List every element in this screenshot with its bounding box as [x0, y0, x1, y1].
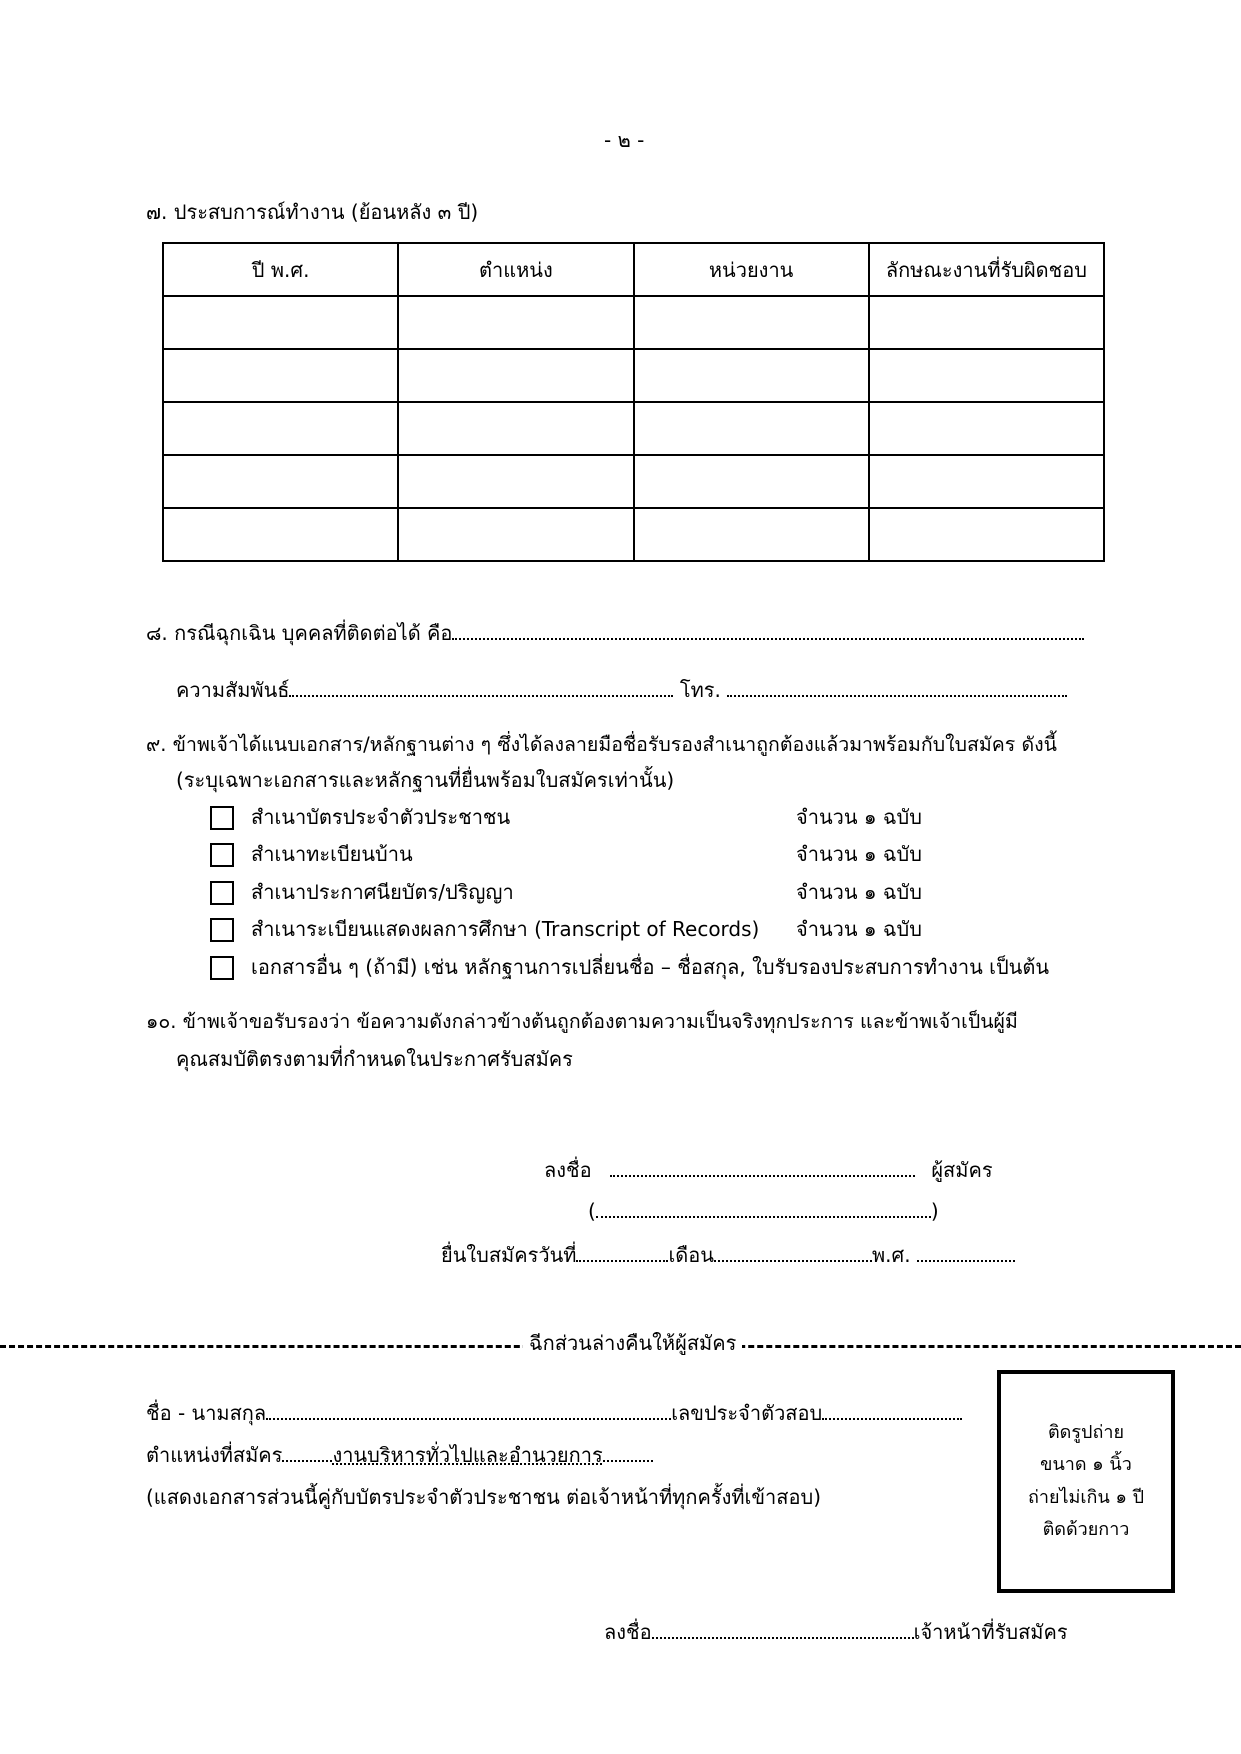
date-label: ยื่นใบสมัครวันที่ [441, 1243, 577, 1267]
table-cell[interactable] [634, 402, 869, 455]
relation-label: ความสัมพันธ์ [176, 678, 290, 702]
doc-label: เอกสารอื่น ๆ (ถ้ามี) เช่น หลักฐานการเปลี่ยนชื่อ – ชื่อสกุล, ใบรับรองประสบการทำงาน เป็นต้น [251, 955, 1050, 979]
table-cell[interactable] [634, 508, 869, 561]
table-cell[interactable] [869, 455, 1104, 508]
table-row [163, 455, 1104, 508]
table-cell[interactable] [163, 296, 398, 349]
doc-qty: จำนวน ๑ ฉบับ [796, 805, 922, 829]
table-cell[interactable] [398, 455, 633, 508]
table-cell[interactable] [398, 349, 633, 402]
tear-off-label: ฉีกส่วนล่างคืนให้ผู้สมัคร [523, 1331, 742, 1355]
position-field-tail [603, 1460, 653, 1462]
applicant-printed-name-field[interactable] [596, 1216, 931, 1218]
table-cell[interactable] [163, 402, 398, 455]
table-cell[interactable] [634, 349, 869, 402]
emergency-contact-field[interactable] [452, 638, 1084, 640]
checkbox-id-card[interactable] [210, 806, 234, 830]
table-cell[interactable] [634, 455, 869, 508]
applicant-name-row [588, 1199, 939, 1223]
doc-qty: จำนวน ๑ ฉบับ [796, 880, 922, 904]
table-cell[interactable] [869, 402, 1104, 455]
phone-field[interactable] [727, 695, 1067, 697]
photo-instruction: ถ่ายไม่เกิน ๑ ปี [1027, 1486, 1145, 1508]
doc-label: สำเนาประกาศนียบัตร/ปริญญา [251, 880, 514, 904]
column-header: ลักษณะงานที่รับผิดชอบ [869, 243, 1104, 296]
table-cell[interactable] [869, 508, 1104, 561]
month-label: เดือน [668, 1243, 714, 1267]
checkbox-certificate[interactable] [210, 881, 234, 905]
table-cell[interactable] [398, 296, 633, 349]
exam-id-label: เลขประจำตัวสอบ [671, 1401, 823, 1425]
close-paren: ) [930, 1199, 939, 1223]
doc-qty: จำนวน ๑ ฉบับ [796, 917, 922, 941]
checkbox-house-registration[interactable] [210, 843, 234, 867]
doc-label: สำเนาบัตรประจำตัวประชาชน [251, 805, 511, 829]
photo-instruction: ติดด้วยกาว [1042, 1518, 1130, 1540]
section9-line1: ๙. ข้าพเจ้าได้แนบเอกสาร/หลักฐานต่าง ๆ ซึ่งได้ลงลายมือชื่อรับรองสำเนาถูกต้องแล้วมาพร้อมกับใบสมัคร ดังนี้ [146, 733, 1057, 756]
table-header-row [163, 243, 1104, 296]
checkbox-transcript[interactable] [210, 918, 234, 942]
table-row [163, 296, 1104, 349]
table-cell[interactable] [163, 455, 398, 508]
photo-box[interactable] [997, 1370, 1175, 1593]
emergency-contact-label: ๘. กรณีฉุกเฉิน บุคคลที่ติดต่อได้ คือ [146, 621, 453, 645]
officer-signature-field[interactable] [652, 1637, 914, 1639]
table-cell[interactable] [869, 349, 1104, 402]
position-label: ตำแหน่งที่สมัคร [146, 1443, 283, 1467]
doc-qty: จำนวน ๑ ฉบับ [796, 842, 922, 866]
doc-label: สำเนาทะเบียนบ้าน [251, 842, 413, 866]
section8-line2 [176, 678, 1067, 702]
checkbox-other-documents[interactable] [210, 956, 234, 980]
section9-line2: (ระบุเฉพาะเอกสารและหลักฐานที่ยื่นพร้อมใบสมัครเท่านั้น) [176, 768, 675, 792]
table-row [163, 508, 1104, 561]
phone-label: โทร. [679, 678, 721, 702]
section8-line1 [146, 621, 1084, 645]
table-row [163, 349, 1104, 402]
table-cell[interactable] [634, 296, 869, 349]
exam-id-field[interactable] [822, 1418, 962, 1420]
stub-note: (แสดงเอกสารส่วนนี้คู่กับบัตรประจำตัวประชาชน ต่อเจ้าหน้าที่ทุกครั้งที่เข้าสอบ) [146, 1485, 821, 1509]
stub-name-row [146, 1401, 962, 1425]
applicant-label: ผู้สมัคร [931, 1158, 993, 1182]
sign-label: ลงชื่อ [544, 1158, 592, 1182]
officer-sign-row [604, 1620, 1068, 1644]
officer-sign-label: ลงชื่อ [604, 1620, 652, 1644]
column-header: หน่วยงาน [634, 243, 869, 296]
table-cell[interactable] [869, 296, 1104, 349]
applicant-signature-field[interactable] [610, 1175, 915, 1177]
position-value: งานบริหารทั่วไปและอำนวยการ [332, 1443, 603, 1467]
stub-position-row [146, 1443, 653, 1467]
photo-instruction: ติดรูปถ่าย [1047, 1421, 1125, 1443]
section10-line2: คุณสมบัติตรงตามที่กำหนดในประกาศรับสมัคร [176, 1047, 573, 1071]
table-cell[interactable] [163, 349, 398, 402]
year-field[interactable] [917, 1260, 1015, 1262]
work-experience-table [162, 242, 1105, 562]
name-label: ชื่อ - นามสกุล [146, 1401, 267, 1425]
section10-line1: ๑๐. ข้าพเจ้าขอรับรองว่า ข้อความดังกล่าวข้างต้นถูกต้องตามความเป็นจริงทุกประการ และข้าพเจ้าเป็นผู้มี [146, 1010, 1018, 1033]
table-cell[interactable] [398, 402, 633, 455]
applicant-sign-row [544, 1158, 993, 1182]
column-header: ตำแหน่ง [398, 243, 633, 296]
table-row [163, 402, 1104, 455]
open-paren: ( [588, 1199, 596, 1223]
column-header: ปี พ.ศ. [163, 243, 398, 296]
officer-label: เจ้าหน้าที่รับสมัคร [913, 1620, 1068, 1644]
day-field[interactable] [576, 1260, 668, 1262]
page-number: - ๒ - [604, 128, 645, 152]
photo-instruction: ขนาด ๑ นิ้ว [1040, 1454, 1132, 1476]
table-cell[interactable] [398, 508, 633, 561]
month-field[interactable] [714, 1260, 872, 1262]
relation-field[interactable] [289, 695, 673, 697]
name-field[interactable] [266, 1418, 671, 1420]
doc-label: สำเนาระเบียนแสดงผลการศึกษา (Transcript of Records) [251, 917, 760, 941]
position-field-lead [282, 1460, 332, 1462]
table-cell[interactable] [163, 508, 398, 561]
section7-heading: ๗. ประสบการณ์ทำงาน (ย้อนหลัง ๓ ปี) [146, 200, 479, 224]
submission-date-row [441, 1243, 1015, 1267]
year-label: พ.ศ. [871, 1243, 911, 1267]
